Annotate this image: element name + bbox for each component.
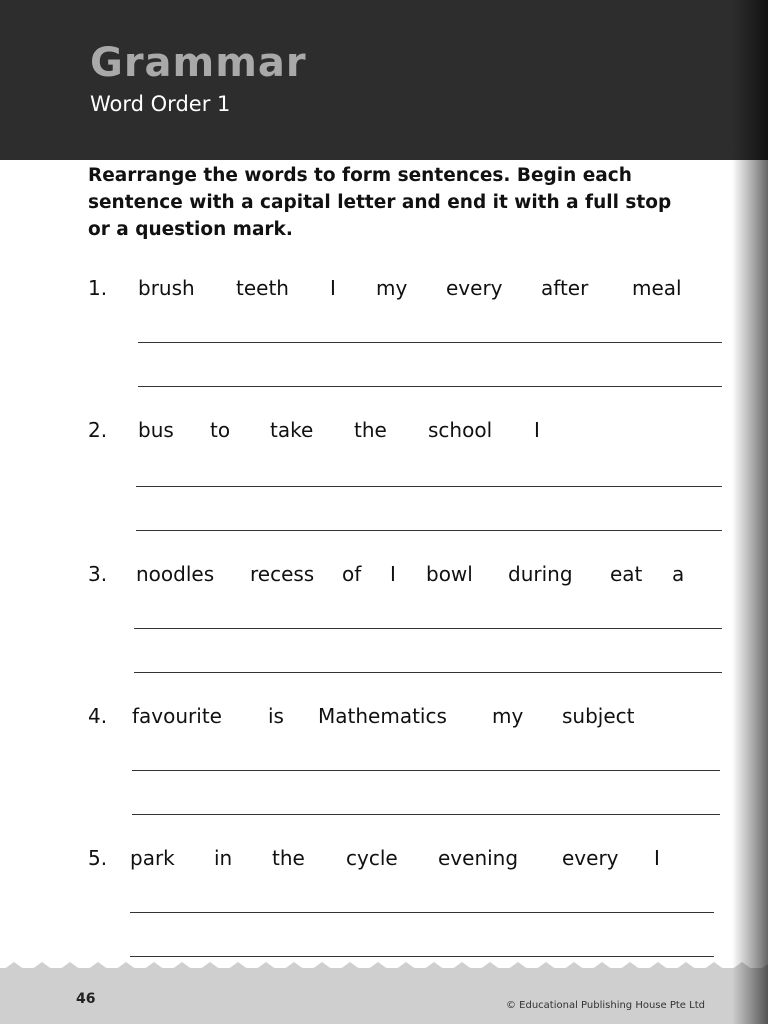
page-number: 46 (76, 991, 96, 1007)
instructions (88, 162, 728, 243)
page-shadow-edge (732, 0, 768, 1024)
word-card: a (672, 562, 685, 586)
word-card: brush (138, 276, 195, 300)
page-title: Grammar (90, 40, 307, 86)
word-card: favourite (132, 704, 222, 728)
word-card: eat (610, 562, 643, 586)
question-4 (88, 704, 728, 734)
word-card: cycle (346, 846, 398, 870)
word-card: I (534, 418, 540, 442)
instruction-line: sentence with a capital letter and end it with a full stop (88, 192, 672, 213)
word-card: during (508, 562, 573, 586)
question-2 (88, 418, 728, 448)
word-card: I (330, 276, 336, 300)
word-card: of (342, 562, 362, 586)
question-number: 2. (88, 418, 108, 442)
word-card: bowl (426, 562, 473, 586)
answer-line[interactable] (134, 628, 722, 629)
question-number: 3. (88, 562, 108, 586)
word-card: the (272, 846, 305, 870)
answer-line[interactable] (136, 530, 722, 531)
word-card: evening (438, 846, 519, 870)
page-subtitle: Word Order 1 (90, 92, 231, 116)
word-card: in (214, 846, 233, 870)
answer-line[interactable] (138, 342, 722, 343)
question-3 (88, 562, 728, 592)
word-card: my (492, 704, 524, 728)
instruction-line: Rearrange the words to form sentences. Begin each (88, 165, 632, 186)
question-1 (88, 276, 728, 306)
question-number: 1. (88, 276, 108, 300)
word-card: my (376, 276, 408, 300)
word-card: is (268, 704, 284, 728)
answer-line[interactable] (138, 386, 722, 387)
answer-line[interactable] (132, 770, 720, 771)
instruction-line: or a question mark. (88, 219, 293, 240)
answer-line[interactable] (132, 814, 720, 815)
header-zigzag-edge (0, 124, 768, 164)
answer-line[interactable] (130, 912, 714, 913)
word-card: subject (562, 704, 635, 728)
word-card: recess (250, 562, 315, 586)
word-card: park (130, 846, 175, 870)
word-card: I (654, 846, 660, 870)
word-card: teeth (236, 276, 289, 300)
word-card: Mathematics (318, 704, 447, 728)
word-card: I (390, 562, 396, 586)
copyright-notice: © Educational Publishing House Pte Ltd (506, 1000, 705, 1011)
question-5 (88, 846, 728, 876)
word-card: the (354, 418, 387, 442)
word-card: noodles (136, 562, 215, 586)
word-card: every (446, 276, 503, 300)
word-card: meal (632, 276, 682, 300)
word-card: after (541, 276, 589, 300)
answer-line[interactable] (130, 956, 714, 957)
word-card: to (210, 418, 231, 442)
footer-zigzag-edge (0, 958, 768, 982)
answer-line[interactable] (136, 486, 722, 487)
word-card: every (562, 846, 619, 870)
word-card: school (428, 418, 493, 442)
answer-line[interactable] (134, 672, 722, 673)
question-number: 5. (88, 846, 108, 870)
word-card: bus (138, 418, 174, 442)
word-card: take (270, 418, 314, 442)
question-number: 4. (88, 704, 108, 728)
